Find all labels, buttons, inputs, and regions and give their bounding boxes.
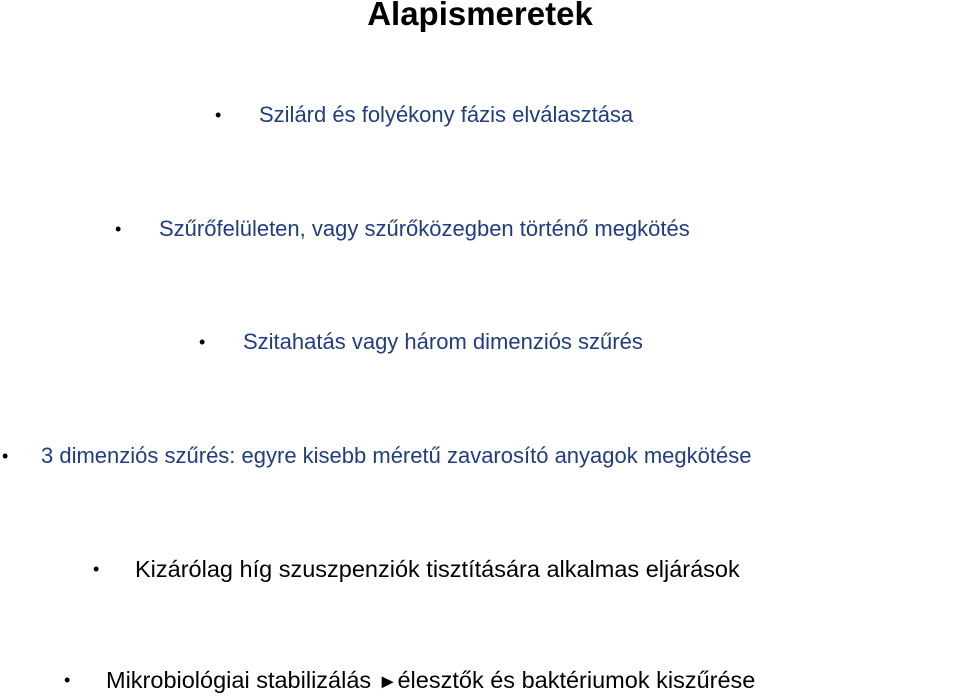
- bullet-dot: •: [93, 559, 100, 579]
- list-item-text: [106, 665, 755, 697]
- arrow-right-icon: ►: [377, 671, 398, 693]
- bullet-dot: •: [64, 670, 71, 690]
- list-item-text-before: Mikrobiológiai stabilizálás: [106, 667, 378, 693]
- bullet-dot: •: [115, 219, 122, 239]
- list-item-text: Szilárd és folyékony fázis elválasztása: [259, 102, 634, 127]
- bullet-dot: •: [215, 105, 222, 125]
- list-item-text: 3 dimenziós szűrés: egyre kisebb méretű zavarosító anyagok megkötése: [41, 443, 752, 468]
- list-item-text: Szitahatás vagy három dimenziós szűrés: [243, 329, 643, 354]
- list-item-text: Kizárólag híg szuszpenziók tisztítására alkalmas eljárások: [135, 556, 740, 582]
- bullet-dot: •: [2, 446, 9, 466]
- list-item-text-after: élesztők és baktériumok kiszűrése: [397, 667, 756, 693]
- list-item-text: Szűrőfelületen, vagy szűrőközegben történő megkötés: [159, 216, 690, 241]
- bullet-dot: •: [199, 332, 206, 352]
- slide-title: Alapismeretek: [367, 0, 593, 32]
